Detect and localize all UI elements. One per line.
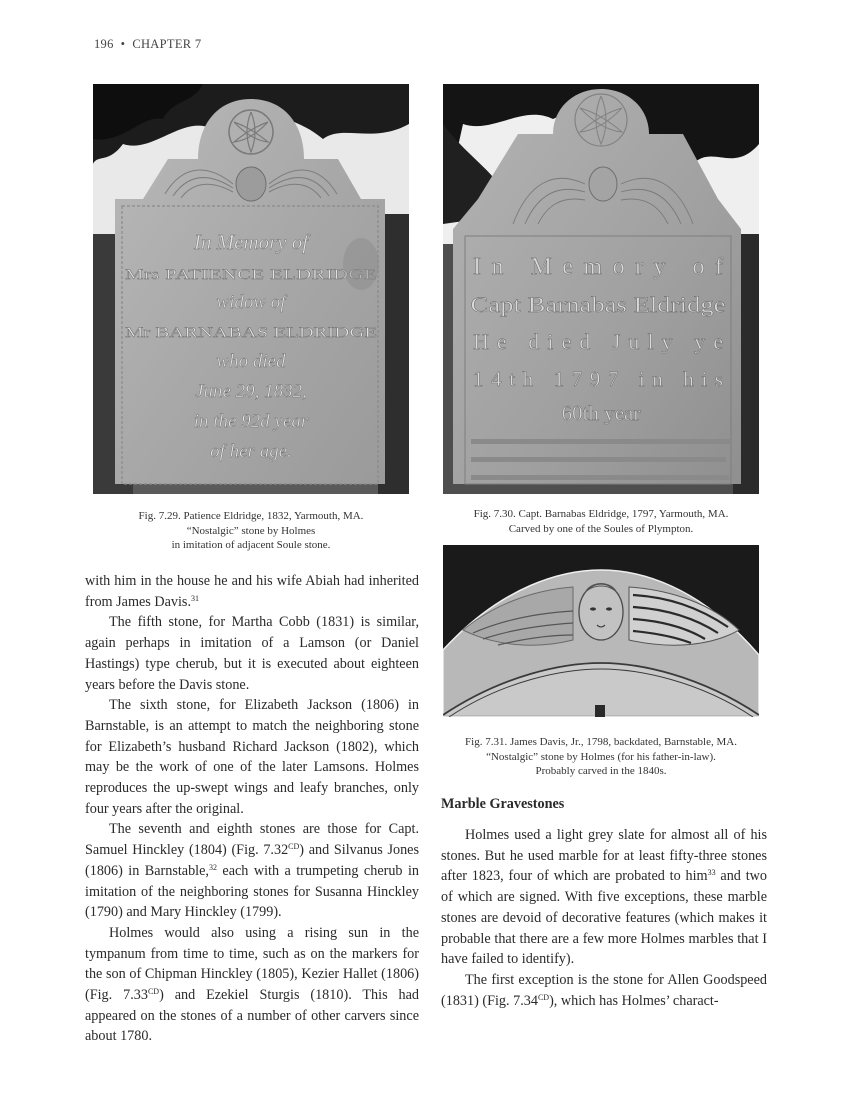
- inscription-line: widow of: [216, 292, 286, 313]
- paragraph-text: ), which has Holmes’ charact-: [549, 992, 719, 1009]
- footnote-ref: 31: [191, 593, 199, 603]
- running-head: [94, 37, 201, 52]
- cd-ref: CD: [288, 842, 300, 852]
- paragraph: [441, 970, 767, 1011]
- figure-7-29-photo: [93, 84, 409, 494]
- cd-ref: CD: [537, 992, 550, 1002]
- caption-line: Fig. 7.31. James Davis, Jr., 1798, backdated, Barnstable, MA.: [465, 736, 737, 748]
- caption-line: Fig. 7.30. Capt. Barnabas Eldridge, 1797, Yarmouth, MA.: [473, 508, 729, 520]
- paragraph-text: ) and Silvanus Jones (1806) in Barnstable,: [85, 842, 419, 879]
- figure-7-31-caption: [443, 735, 759, 779]
- paragraph-text: Holmes used a light grey slate for almost all of his stones. But he used marble for at least fifty-three stones after 1823, four of which are probated to him: [441, 827, 767, 885]
- paragraph-text: Holmes would also using a rising sun in the tympanum from time to time, such as on the markers for the son of Chipman Hinckley (1805), Kezier Hallet (1806) (Fig. 7.33: [85, 924, 419, 1004]
- cd-ref: CD: [147, 987, 160, 997]
- inscription-line: 14th 1797 in his: [473, 367, 723, 391]
- inscription-line: Capt Barnabas Eldridge: [470, 292, 726, 317]
- caption-line: Carved by one of the Soules of Plympton.: [508, 522, 694, 535]
- inscription-line: Mrs PATIENCE ELDRIDGE: [125, 267, 377, 283]
- footnote-ref: 32: [208, 862, 217, 872]
- paragraph: The fifth stone, for Martha Cobb (1831) is similar, again perhaps in imitation of a Lamson (or Daniel Hastings) type cherub, but it is executed about eighteen years before the Davis stone.: [85, 614, 419, 693]
- paragraph: [85, 571, 419, 612]
- paragraph-text: ) and Ezekiel Sturgis (1810). This had appeared on the stones of a number of other carvers since about 1780.: [85, 987, 419, 1045]
- inscription-line: Mr BARNABAS ELDRIDGE: [125, 325, 377, 341]
- caption-line: “Nostalgic” stone by Holmes: [186, 524, 316, 537]
- inscription-line: In Memory of: [193, 230, 309, 254]
- figure-7-29-caption: [93, 509, 409, 553]
- inscription-line: 60th year: [561, 401, 641, 425]
- inscription-line: who died: [216, 351, 286, 372]
- paragraph: [441, 825, 767, 970]
- inscription-line: June 29, 1832,: [195, 381, 307, 402]
- caption-line: in imitation of adjacent Soule stone.: [171, 539, 331, 551]
- inscription-line: of her age.: [210, 441, 292, 462]
- paragraph-text: and two of which are signed. With five exceptions, these marble stones are devoid of decorative features (which makes it probable that there are a few more Holmes marbles that I have failed to identify).: [441, 868, 767, 968]
- right-text-column: [441, 825, 767, 1011]
- bullet-separator: •: [120, 37, 126, 51]
- gravestone-photo-james-davis-cherub: [443, 545, 759, 717]
- inscription-line: He died July ye: [473, 329, 723, 354]
- caption-line: Probably carved in the 1840s.: [535, 765, 667, 777]
- paragraph-text: The seventh and eighth stones are those for Capt. Samuel Hinckley (1804) (Fig. 7.32: [85, 821, 419, 859]
- figure-7-30-photo: [443, 84, 759, 494]
- chapter-label: CHAPTER 7: [132, 37, 202, 51]
- paragraph: [85, 819, 419, 923]
- left-text-column: [85, 571, 419, 1047]
- footnote-ref: 33: [707, 868, 716, 878]
- page-number: 196: [94, 37, 114, 51]
- paragraph-text: The first exception is the stone for Allen Goodspeed (1831) (Fig. 7.34: [441, 971, 767, 1009]
- figure-7-30-caption: [443, 507, 759, 536]
- paragraph-text: with him in the house he and his wife Abiah had inherited from James Davis.: [85, 573, 419, 610]
- paragraph-text: each with a trumpeting cherub in imitation of the neighboring stones for Susanna Hinckley (1790) and Mary Hinckley (1799).: [85, 862, 420, 921]
- section-heading: Marble Gravestones: [441, 796, 565, 812]
- paragraph: [85, 923, 419, 1047]
- gravestone-photo-patience-eldridge: [93, 84, 409, 494]
- caption-line: Fig. 7.29. Patience Eldridge, 1832, Yarmouth, MA.: [138, 510, 364, 522]
- figure-7-31-photo: [443, 545, 759, 717]
- inscription-line: In Memory of: [473, 254, 723, 280]
- caption-line: “Nostalgic” stone by Holmes (for his father-in-law).: [486, 750, 716, 763]
- inscription-line: in the 92d year: [193, 411, 309, 432]
- gravestone-photo-barnabas-eldridge: [443, 84, 759, 494]
- paragraph: The sixth stone, for Elizabeth Jackson (1806) in Barnstable, is an attempt to match the neighboring stone for Elizabeth’s husband Richard Jackson (1802), which may be the work of one of the later Lamsons. Holmes reproduces the up-swept wings and leafy branches, only four years after the original.: [85, 697, 419, 817]
